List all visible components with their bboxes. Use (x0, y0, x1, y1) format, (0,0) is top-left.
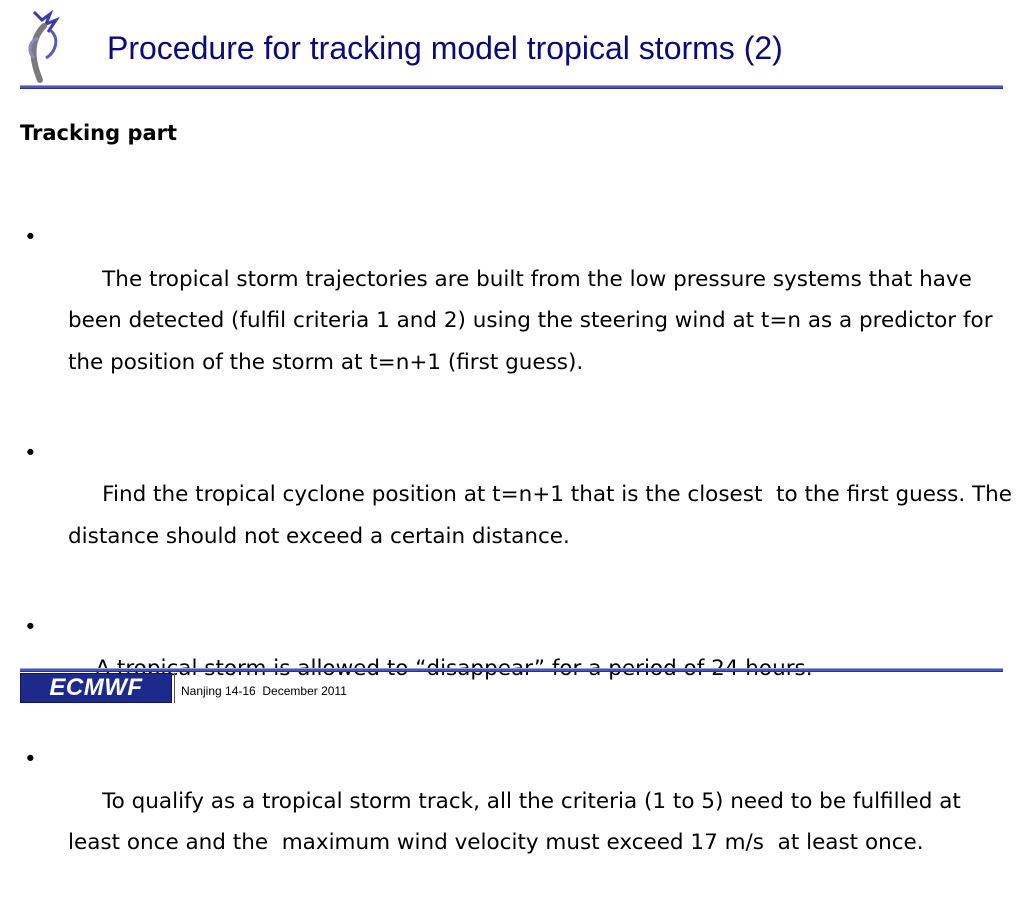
footer-divider (20, 668, 1003, 672)
ecmwf-logo (20, 673, 172, 703)
list-item (20, 217, 1015, 425)
bullet-list (20, 217, 1019, 913)
title-divider (20, 85, 1003, 89)
bullet-marker: • (24, 440, 37, 466)
section-heading: Tracking part (20, 121, 178, 145)
bullet-text: The tropical storm trajectories are built from the low pressure systems that have been detected (fulfil criteria 1 and 2) using the steering wind at t=n as a predictor for the position of the storm at t=n+1 (first guess). (68, 266, 1000, 375)
bullet-marker: • (24, 225, 37, 250)
ecmwf-emblem-icon (20, 8, 70, 84)
bullet-marker: • (24, 614, 37, 640)
footer-caption: Nanjing 14-16 December 2011 (181, 684, 347, 698)
list-item (20, 739, 1015, 905)
ecmwf-logo-text: ECMWF (49, 674, 143, 701)
bullet-marker: • (24, 747, 37, 772)
bullet-text: Find the tropical cyclone position at t=n+1 that is the closest to the first guess. The distance should not exceed a certain distance. (68, 482, 1019, 549)
footer-separator (174, 673, 175, 703)
slide-title: Procedure for tracking model tropical storms (2) (107, 30, 783, 66)
list-item (20, 433, 1019, 599)
bullet-text: To qualify as a tropical storm track, all the criteria (1 to 5) need to be fulfilled at least once and the maximum wind velocity must exceed 17 m/s at least once. (68, 788, 968, 855)
